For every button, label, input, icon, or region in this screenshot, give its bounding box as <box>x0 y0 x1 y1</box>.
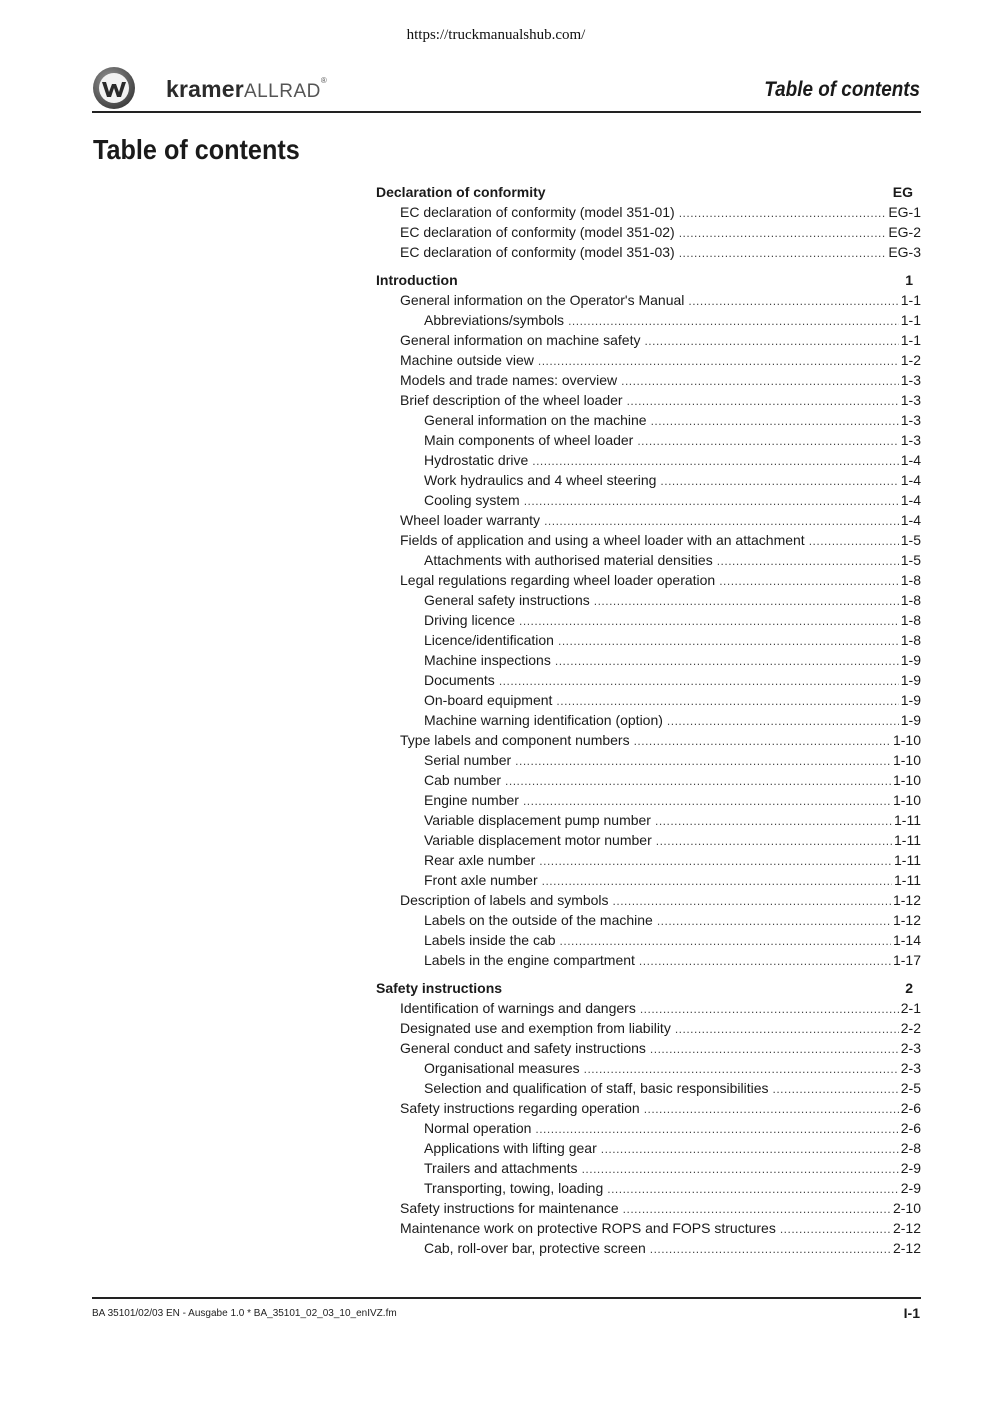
toc-entry-page: 2-9 <box>900 1160 921 1176</box>
toc-entry-page: 1-4 <box>900 492 921 508</box>
toc-entry[interactable] <box>376 998 921 1018</box>
toc-entry-page: EG-2 <box>888 224 921 240</box>
toc-entry[interactable] <box>376 750 921 770</box>
toc-entry-title: Fields of application and using a wheel loader with an attachment <box>400 532 805 548</box>
toc-entry-page: 1-8 <box>900 572 921 588</box>
toc-entry-page: 1-8 <box>900 592 921 608</box>
toc-entry-page: 1-10 <box>892 792 921 808</box>
toc-entry-page: 1-10 <box>892 752 921 768</box>
toc-entry-title: Models and trade names: overview <box>400 372 618 388</box>
toc-entry-page: 1-4 <box>900 472 921 488</box>
toc-dot-leader <box>650 1039 899 1058</box>
toc-entry-page: 2-2 <box>900 1020 921 1036</box>
toc-entry-title: Machine warning identification (option) <box>424 712 663 728</box>
toc-entry[interactable] <box>376 710 921 730</box>
toc-entry-title: Driving licence <box>424 612 516 628</box>
toc-entry-page: 2-9 <box>900 1180 921 1196</box>
toc-entry[interactable] <box>376 1198 921 1218</box>
toc-entry-title: Maintenance work on protective ROPS and FOPS structures <box>400 1220 776 1236</box>
toc-dot-leader <box>634 731 891 750</box>
brand-registered-mark: ® <box>320 76 327 85</box>
toc-entry-page: 2-6 <box>900 1120 921 1136</box>
toc-entry-title: Safety instructions for maintenance <box>400 1200 619 1216</box>
brand-suffix: ALLRAD <box>243 81 321 102</box>
toc-entry[interactable] <box>376 222 921 242</box>
toc-entry-page: 1-1 <box>900 332 921 348</box>
toc-entry-title: Serial number <box>424 752 512 768</box>
toc-entry-title: Introduction <box>376 272 458 288</box>
toc-entry[interactable] <box>376 1158 921 1178</box>
header-title: Table of contents <box>764 78 920 101</box>
toc-entry[interactable] <box>376 390 921 410</box>
toc-entry[interactable] <box>376 290 921 310</box>
toc-dot-leader <box>651 411 899 430</box>
toc-entry[interactable] <box>376 550 921 570</box>
toc-entry-title: EC declaration of conformity (model 351-02) <box>400 224 675 240</box>
toc-entry-page: 1-3 <box>900 372 921 388</box>
toc-entry-title: Organisational measures <box>424 1060 580 1076</box>
toc-entry-title: Labels on the outside of the machine <box>424 912 653 928</box>
toc-entry-page: 1-2 <box>900 352 921 368</box>
toc-dot-leader <box>657 911 891 930</box>
toc-dot-leader <box>809 531 899 550</box>
toc-entry-title: Front axle number <box>424 872 538 888</box>
toc-entry-page: 2-3 <box>900 1040 921 1056</box>
toc-entry-title: Selection and qualification of staff, basic responsibilities <box>424 1080 769 1096</box>
toc-entry-title: Brief description of the wheel loader <box>400 392 623 408</box>
toc-section-heading[interactable] <box>376 978 921 998</box>
toc-entry-title: Cooling system <box>424 492 520 508</box>
toc-dot-leader <box>539 851 892 870</box>
toc-entry-title: Wheel loader warranty <box>400 512 541 528</box>
toc-entry-page: 1-8 <box>900 612 921 628</box>
toc-entry-page: 2-12 <box>892 1220 921 1236</box>
toc-dot-leader <box>679 223 887 242</box>
toc-entry-page: 1-10 <box>892 732 921 748</box>
toc-entry[interactable] <box>376 690 921 710</box>
toc-dot-leader <box>532 451 899 470</box>
toc-entry[interactable] <box>376 430 921 450</box>
toc-entry[interactable] <box>376 850 921 870</box>
toc-entry-title: Cab number <box>424 772 502 788</box>
toc-dot-leader <box>505 771 891 790</box>
toc-entry-page: 1-8 <box>900 632 921 648</box>
toc-entry-title: Abbreviations/symbols <box>424 312 565 328</box>
toc-dot-leader <box>655 811 892 830</box>
toc-dot-leader <box>555 651 899 670</box>
toc-entry-title: Identification of warnings and dangers <box>400 1000 636 1016</box>
toc-entry[interactable] <box>376 510 921 530</box>
toc-entry-title: Applications with lifting gear <box>424 1140 597 1156</box>
toc-dot-leader <box>582 1159 899 1178</box>
toc-entry[interactable] <box>376 910 921 930</box>
toc-dot-leader <box>601 1139 899 1158</box>
toc-entry-title: Trailers and attachments <box>424 1160 578 1176</box>
toc-entry-page: 1-17 <box>892 952 921 968</box>
toc-dot-leader <box>679 203 887 222</box>
toc-dot-leader <box>640 999 899 1018</box>
toc-entry-page: 1-3 <box>900 392 921 408</box>
toc-section-heading[interactable] <box>376 270 921 290</box>
toc-dot-leader <box>780 1219 891 1238</box>
toc-entry-title: Variable displacement pump number <box>424 812 651 828</box>
page-title: Table of contents <box>93 134 300 165</box>
toc-entry[interactable] <box>376 670 921 690</box>
toc-entry-page: 2-3 <box>900 1060 921 1076</box>
toc-entry-page: 1-3 <box>900 432 921 448</box>
toc-entry-page: 1-9 <box>900 692 921 708</box>
toc-dot-leader <box>538 351 899 370</box>
toc-entry-title: General safety instructions <box>424 592 590 608</box>
toc-entry-page: 1-11 <box>894 832 921 848</box>
toc-entry-page: 1-5 <box>900 532 921 548</box>
toc-entry-page: EG-3 <box>888 244 921 260</box>
toc-entry-page: 2-6 <box>900 1100 921 1116</box>
toc-entry-page: 1-9 <box>900 672 921 688</box>
toc-entry-page: EG <box>892 184 913 200</box>
toc-dot-leader <box>607 1179 899 1198</box>
toc-dot-leader <box>773 1079 899 1098</box>
toc-entry[interactable] <box>376 930 921 950</box>
toc-entry[interactable] <box>376 1018 921 1038</box>
footer-page-number: I-1 <box>903 1305 920 1321</box>
toc-entry[interactable] <box>376 890 921 910</box>
toc-entry-title: General information on machine safety <box>400 332 641 348</box>
toc-dot-leader <box>627 391 899 410</box>
toc-dot-leader <box>594 591 899 610</box>
footer-rule <box>92 1297 921 1299</box>
toc-entry-page: 1-11 <box>894 852 921 868</box>
toc-entry-page: 1-11 <box>894 872 921 888</box>
toc-dot-leader <box>660 471 898 490</box>
table-of-contents <box>376 182 921 1258</box>
toc-entry[interactable] <box>376 350 921 370</box>
toc-entry-title: Transporting, towing, loading <box>424 1180 604 1196</box>
toc-entry-title: On-board equipment <box>424 692 553 708</box>
toc-dot-leader <box>584 1059 899 1078</box>
toc-entry[interactable] <box>376 630 921 650</box>
toc-entry[interactable] <box>376 490 921 510</box>
toc-entry-title: Attachments with authorised material densities <box>424 552 713 568</box>
toc-entry[interactable] <box>376 590 921 610</box>
toc-entry-title: Machine outside view <box>400 352 534 368</box>
toc-entry[interactable] <box>376 1218 921 1238</box>
toc-entry-title: Work hydraulics and 4 wheel steering <box>424 472 657 488</box>
toc-dot-leader <box>558 631 899 650</box>
toc-entry[interactable] <box>376 410 921 430</box>
toc-entry-page: 1-9 <box>900 712 921 728</box>
toc-dot-leader <box>560 931 891 950</box>
brand-wordmark <box>166 76 327 103</box>
toc-entry-page: 1-12 <box>892 892 921 908</box>
toc-section-heading[interactable] <box>376 182 921 202</box>
toc-entry-title: Rear axle number <box>424 852 536 868</box>
toc-entry-title: Labels inside the cab <box>424 932 556 948</box>
toc-dot-leader <box>719 571 899 590</box>
toc-dot-leader <box>535 1119 898 1138</box>
toc-dot-leader <box>644 331 898 350</box>
toc-dot-leader <box>544 511 899 530</box>
toc-entry-title: Normal operation <box>424 1120 532 1136</box>
source-url: https://truckmanualshub.com/ <box>406 27 586 43</box>
toc-dot-leader <box>679 243 887 262</box>
toc-dot-leader <box>568 311 899 330</box>
toc-dot-leader <box>675 1019 899 1038</box>
toc-entry[interactable] <box>376 950 921 970</box>
toc-entry-title: Engine number <box>424 792 519 808</box>
toc-entry-title: Description of labels and symbols <box>400 892 609 908</box>
toc-dot-leader <box>667 711 899 730</box>
toc-entry-title: Safety instructions regarding operation <box>400 1100 640 1116</box>
toc-entry-page: 2-10 <box>892 1200 921 1216</box>
toc-dot-leader <box>623 1199 891 1218</box>
toc-dot-leader <box>523 791 891 810</box>
toc-entry[interactable] <box>376 1118 921 1138</box>
toc-entry-title: Main components of wheel loader <box>424 432 634 448</box>
wacker-logo-icon <box>92 66 136 110</box>
toc-entry-title: EC declaration of conformity (model 351-03) <box>400 244 675 260</box>
toc-dot-leader <box>717 551 899 570</box>
toc-entry-title: Licence/identification <box>424 632 554 648</box>
toc-entry[interactable] <box>376 810 921 830</box>
toc-entry[interactable] <box>376 830 921 850</box>
toc-entry[interactable] <box>376 330 921 350</box>
toc-entry[interactable] <box>376 650 921 670</box>
toc-entry[interactable] <box>376 1078 921 1098</box>
toc-dot-leader <box>644 1099 899 1118</box>
toc-entry-page: 1-9 <box>900 652 921 668</box>
toc-entry[interactable] <box>376 370 921 390</box>
toc-entry-page: 1-5 <box>900 552 921 568</box>
toc-entry[interactable] <box>376 450 921 470</box>
toc-entry-title: Type labels and component numbers <box>400 732 630 748</box>
toc-entry[interactable] <box>376 1238 921 1258</box>
toc-entry[interactable] <box>376 1138 921 1158</box>
toc-entry-title: Machine inspections <box>424 652 551 668</box>
toc-entry-page: 2 <box>905 980 913 996</box>
toc-entry-page: 2-1 <box>900 1000 921 1016</box>
toc-entry-title: Variable displacement motor number <box>424 832 652 848</box>
toc-entry[interactable] <box>376 242 921 262</box>
toc-entry[interactable] <box>376 610 921 630</box>
toc-entry[interactable] <box>376 1058 921 1078</box>
toc-entry-title: EC declaration of conformity (model 351-01) <box>400 204 675 220</box>
brand-name: kramer <box>166 76 244 102</box>
toc-entry-title: Designated use and exemption from liability <box>400 1020 671 1036</box>
toc-entry[interactable] <box>376 1098 921 1118</box>
toc-entry-page: 2-12 <box>892 1240 921 1256</box>
toc-dot-leader <box>524 491 899 510</box>
toc-dot-leader <box>542 871 892 890</box>
toc-dot-leader <box>637 431 898 450</box>
toc-entry-page: 1-14 <box>892 932 921 948</box>
toc-entry[interactable] <box>376 530 921 550</box>
toc-entry[interactable] <box>376 470 921 490</box>
toc-entry-page: 2-8 <box>900 1140 921 1156</box>
toc-entry[interactable] <box>376 310 921 330</box>
toc-entry[interactable] <box>376 730 921 750</box>
toc-entry-page: 2-5 <box>900 1080 921 1096</box>
toc-entry-page: 1-12 <box>892 912 921 928</box>
toc-dot-leader <box>650 1239 891 1258</box>
toc-entry-page: 1-3 <box>900 412 921 428</box>
toc-entry-title: Hydrostatic drive <box>424 452 529 468</box>
toc-entry[interactable] <box>376 202 921 222</box>
header-rule <box>92 111 921 113</box>
toc-entry-title: Safety instructions <box>376 980 503 996</box>
toc-entry[interactable] <box>376 790 921 810</box>
toc-entry-title: General information on the machine <box>424 412 647 428</box>
toc-dot-leader <box>613 891 891 910</box>
footer-document-info: BA 35101/02/03 EN - Ausgabe 1.0 * BA_35101_02_03_10_enIVZ.fm <box>92 1308 397 1319</box>
toc-entry-page: 1-4 <box>900 512 921 528</box>
toc-entry-title: Labels in the engine compartment <box>424 952 635 968</box>
toc-entry-title: General conduct and safety instructions <box>400 1040 646 1056</box>
toc-entry-page: EG-1 <box>888 204 921 220</box>
toc-entry-title: Legal regulations regarding wheel loader operation <box>400 572 716 588</box>
toc-dot-leader <box>688 291 898 310</box>
toc-entry-title: General information on the Operator's Manual <box>400 292 685 308</box>
toc-entry[interactable] <box>376 870 921 890</box>
toc-entry[interactable] <box>376 1178 921 1198</box>
toc-dot-leader <box>519 611 899 630</box>
toc-entry-title: Documents <box>424 672 495 688</box>
toc-dot-leader <box>639 951 891 970</box>
toc-entry-page: 1-1 <box>900 292 921 308</box>
toc-entry-title: Cab, roll-over bar, protective screen <box>424 1240 646 1256</box>
toc-dot-leader <box>621 371 899 390</box>
toc-entry-page: 1-1 <box>900 312 921 328</box>
toc-dot-leader <box>556 691 898 710</box>
toc-dot-leader <box>499 671 899 690</box>
toc-entry-page: 1 <box>905 272 913 288</box>
toc-entry[interactable] <box>376 1038 921 1058</box>
toc-entry-page: 1-4 <box>900 452 921 468</box>
toc-entry-page: 1-10 <box>892 772 921 788</box>
toc-entry[interactable] <box>376 570 921 590</box>
toc-dot-leader <box>656 831 892 850</box>
toc-entry-page: 1-11 <box>894 812 921 828</box>
toc-dot-leader <box>515 751 891 770</box>
toc-entry-title: Declaration of conformity <box>376 184 546 200</box>
toc-entry[interactable] <box>376 770 921 790</box>
